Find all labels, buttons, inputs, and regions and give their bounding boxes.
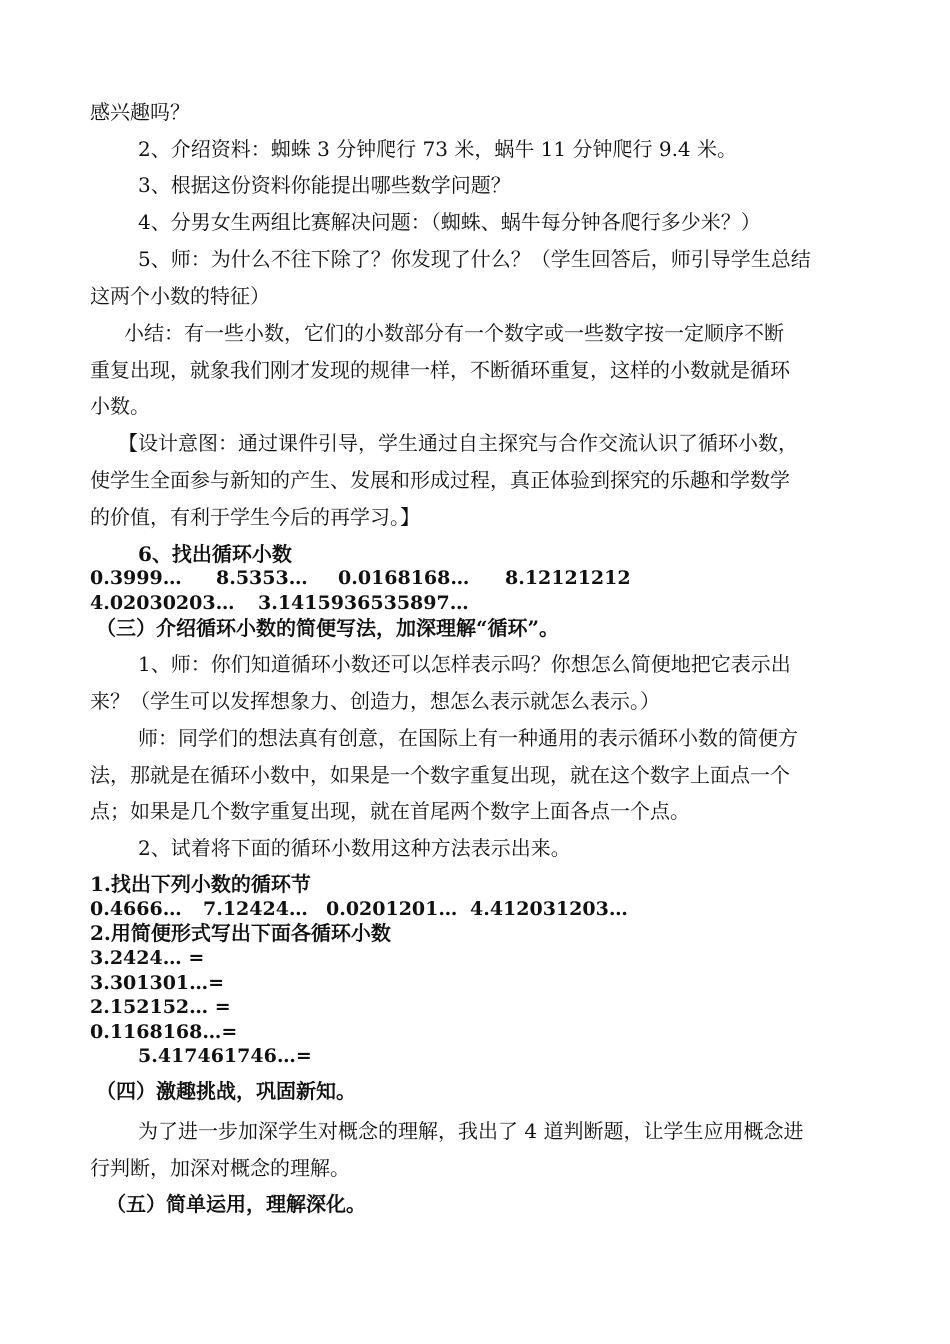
exercise-heading: 2.用简便形式写出下面各循环小数 bbox=[90, 921, 391, 945]
decimal-item: 0.3999… bbox=[90, 567, 182, 589]
text-line: 3、根据这份资料你能提出哪些数学问题？ bbox=[138, 173, 511, 197]
decimal-item: 8.5353… bbox=[216, 567, 308, 589]
decimal-item: 4.02030203… bbox=[90, 592, 235, 614]
text-line: 使学生全面参与新知的产生、发展和形成过程，真正体验到探究的乐趣和学数学 bbox=[90, 468, 790, 492]
decimal-item: 2.152152… = bbox=[90, 996, 231, 1018]
decimal-item: 3.2424… = bbox=[90, 947, 205, 969]
text-line: 法，那就是在循环小数中，如果是一个数字重复出现，就在这个数字上面点一个 bbox=[90, 763, 790, 787]
text-line: 为了进一步加深学生对概念的理解，我出了 4 道判断题，让学生应用概念进 bbox=[138, 1119, 804, 1143]
text-line: 重复出现，就象我们刚才发现的规律一样，不断循环重复，这样的小数就是循环 bbox=[90, 358, 790, 382]
decimal-item: 0.0168168… bbox=[338, 567, 470, 589]
text-line: 点；如果是几个数字重复出现，就在首尾两个数字上面各点一个点。 bbox=[90, 799, 690, 823]
decimal-item: 7.12424… bbox=[203, 898, 308, 920]
decimal-item: 3.1415936535897… bbox=[258, 592, 469, 614]
text-line: 行判断，加深对概念的理解。 bbox=[90, 1156, 350, 1180]
text-line: 师：同学们的想法真有创意，在国际上有一种通用的表示循环小数的简便方 bbox=[138, 726, 798, 750]
decimal-item: 4.412031203… bbox=[470, 898, 628, 920]
decimal-item: 5.417461746…= bbox=[138, 1045, 312, 1067]
decimal-item: 0.4666… bbox=[90, 898, 182, 920]
decimal-item: 3.301301…= bbox=[90, 972, 225, 994]
exercise-heading: 1.找出下列小数的循环节 bbox=[90, 872, 311, 896]
text-line: 小结：有一些小数，它们的小数部分有一个数字或一些数字按一定顺序不断 bbox=[124, 321, 784, 345]
decimal-item: 0.1168168…= bbox=[90, 1021, 238, 1043]
text-line: 5、师：为什么不往下除了？你发现了什么？（学生回答后，师引导学生总结 bbox=[138, 247, 811, 271]
text-line: 2、介绍资料：蜘蛛 3 分钟爬行 73 米，蜗牛 11 分钟爬行 9.4 米。 bbox=[138, 137, 738, 161]
exercise-heading: 6、找出循环小数 bbox=[138, 542, 292, 566]
text-line: 2、试着将下面的循环小数用这种方法表示出来。 bbox=[138, 836, 571, 860]
decimal-item: 0.0201201… bbox=[326, 898, 458, 920]
text-line: 1、师：你们知道循环小数还可以怎样表示吗？你想怎么简便地把它表示出 bbox=[138, 652, 791, 676]
text-line: 小数。 bbox=[90, 394, 150, 418]
text-line: 【设计意图：通过课件引导，学生通过自主探究与合作交流认识了循环小数， bbox=[118, 431, 798, 455]
section-heading: （五）简单运用，理解深化。 bbox=[106, 1192, 366, 1216]
decimal-item: 8.12121212 bbox=[505, 567, 631, 589]
section-heading: （四）激趣挑战，巩固新知。 bbox=[96, 1079, 356, 1103]
text-line: 这两个小数的特征） bbox=[90, 284, 270, 308]
text-line: 的价值，有利于学生今后的再学习。】 bbox=[90, 505, 420, 529]
text-line: 感兴趣吗？ bbox=[90, 100, 190, 124]
text-line: 4、分男女生两组比赛解决问题：（蜘蛛、蜗牛每分钟各爬行多少米？） bbox=[138, 210, 761, 234]
section-heading: （三）介绍循环小数的简便写法，加深理解“循环”。 bbox=[96, 616, 560, 640]
text-line: 来？（学生可以发挥想象力、创造力，想怎么表示就怎么表示。） bbox=[90, 689, 660, 713]
